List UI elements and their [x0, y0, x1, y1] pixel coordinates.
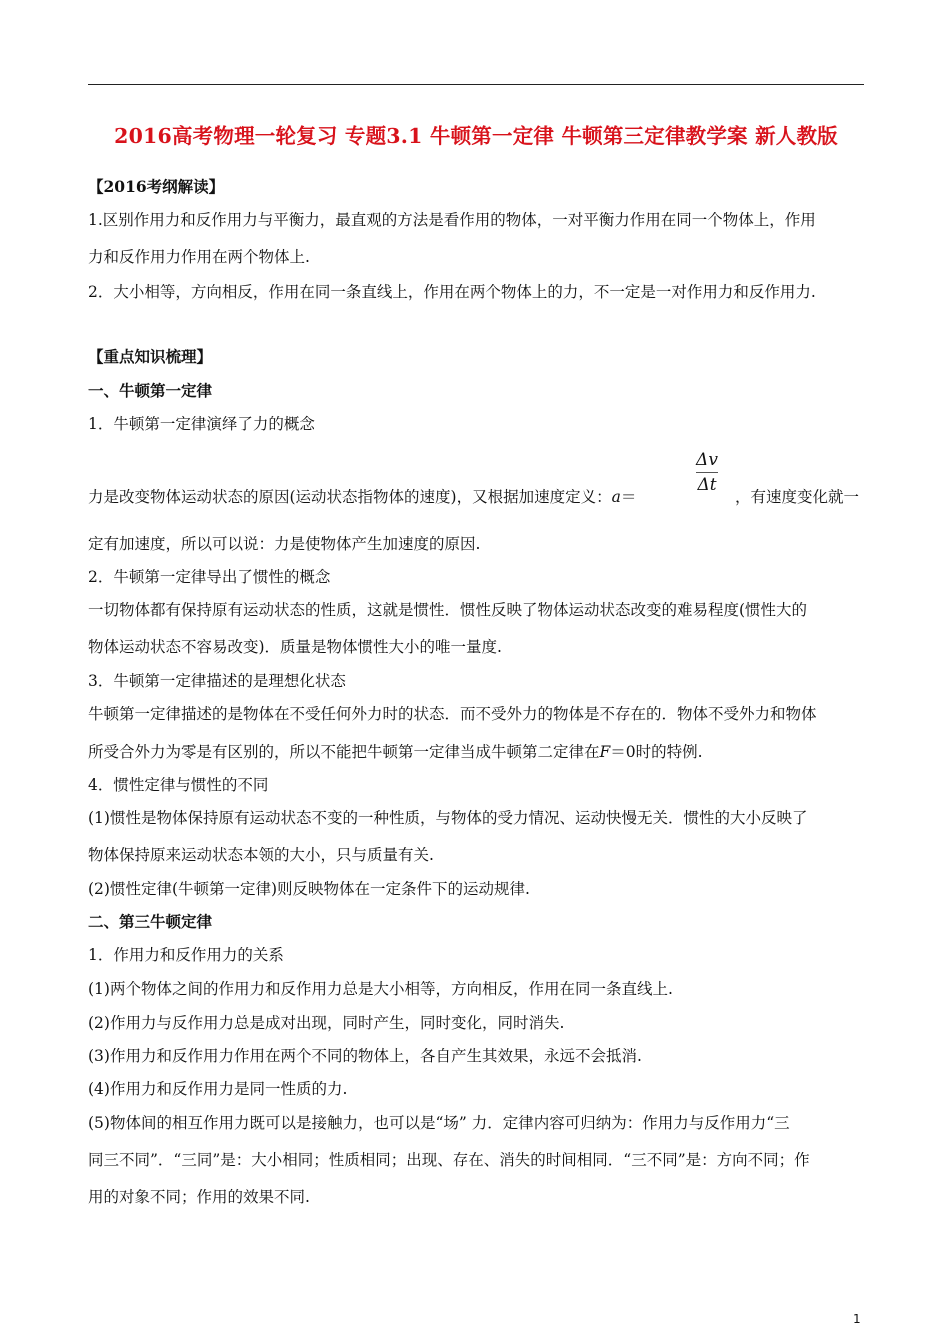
- paragraph: 物体运动状态不容易改变)．质量是物体惯性大小的唯一量度.: [88, 638, 502, 656]
- header-rule: [88, 84, 864, 85]
- paragraph: [88, 486, 636, 508]
- math-equals: ＝: [620, 488, 637, 506]
- fraction-formula: [694, 448, 720, 497]
- paragraph: 牛顿第一定律描述的是物体在不受任何外力时的状态．而不受外力的物体是不存在的．物体不受外力和物体: [88, 705, 817, 723]
- fraction-denominator: Δt: [697, 475, 717, 495]
- paragraph: 2．大小相等，方向相反，作用在同一条直线上，作用在两个物体上的力，不一定是一对作用力和反作用力.: [88, 283, 816, 301]
- list-item: (5)物体间的相互作用力既可以是接触力，也可以是“场” 力．定律内容可归纳为：作用力与反作用力“三: [88, 1114, 790, 1132]
- paragraph: 力和反作用力作用在两个物体上.: [88, 248, 310, 266]
- paragraph: 物体保持原来运动状态本领的大小，只与质量有关.: [88, 846, 434, 864]
- section-heading: 二、第三牛顿定律: [88, 912, 213, 931]
- page-number: 1: [853, 1312, 861, 1326]
- paragraph: 1.区别作用力和反作用力与平衡力，最直观的方法是看作用的物体，一对平衡力作用在同一个物体上，作用: [88, 211, 816, 229]
- fraction-numerator: Δv: [696, 450, 718, 470]
- paragraph: 一切物体都有保持原有运动状态的性质，这就是惯性．惯性反映了物体运动状态改变的难易程度(惯性大的: [88, 601, 808, 619]
- text: 所受合外力为零是有区别的，所以不能把牛顿第一定律当成牛顿第二定律在: [88, 743, 600, 761]
- math-variable: a: [611, 488, 621, 506]
- text: ＝0时的特例.: [610, 743, 703, 761]
- list-item: (1)两个物体之间的作用力和反作用力总是大小相等，方向相反，作用在同一条直线上.: [88, 980, 673, 998]
- subsection-title: 3．牛顿第一定律描述的是理想化状态: [88, 672, 346, 690]
- zhongdian-heading: 【重点知识梳理】: [88, 347, 213, 366]
- paragraph: [88, 741, 703, 763]
- paragraph: (2)惯性定律(牛顿第一定律)则反映物体在一定条件下的运动规律.: [88, 880, 530, 898]
- list-item: 用的对象不同；作用的效果不同.: [88, 1188, 310, 1206]
- subsection-title: 4．惯性定律与惯性的不同: [88, 776, 269, 794]
- list-item: (4)作用力和反作用力是同一性质的力.: [88, 1080, 348, 1098]
- list-item: (2)作用力与反作用力总是成对出现，同时产生，同时变化，同时消失.: [88, 1014, 565, 1032]
- document-title: 2016高考物理一轮复习 专题3.1 牛顿第一定律 牛顿第三定律教学案 新人教版: [114, 124, 838, 148]
- math-variable: F: [599, 743, 611, 761]
- list-item: (3)作用力和反作用力作用在两个不同的物体上，各自产生其效果，永远不会抵消.: [88, 1047, 642, 1065]
- paragraph: 定有加速度，所以可以说：力是使物体产生加速度的原因.: [88, 535, 481, 553]
- list-item: 同三不同”．“三同”是：大小相同；性质相同；出现、存在、消失的时间相同．“三不同”是：方向不同；作: [88, 1151, 810, 1169]
- paragraph: (1)惯性是物体保持原有运动状态不变的一种性质，与物体的受力情况、运动快慢无关．惯性的大小反映了: [88, 809, 808, 827]
- subsection-title: 2．牛顿第一定律导出了惯性的概念: [88, 568, 331, 586]
- subsection-title: 1．作用力和反作用力的关系: [88, 946, 284, 964]
- subsection-title: 1．牛顿第一定律演绎了力的概念: [88, 415, 315, 433]
- section-heading: 一、牛顿第一定律: [88, 381, 213, 400]
- paragraph-continuation: ，有速度变化就一: [735, 488, 860, 506]
- text: 力是改变物体运动状态的原因(运动状态指物体的速度)，又根据加速度定义：: [88, 488, 612, 506]
- kaogang-heading: 【2016考纲解读】: [88, 177, 225, 196]
